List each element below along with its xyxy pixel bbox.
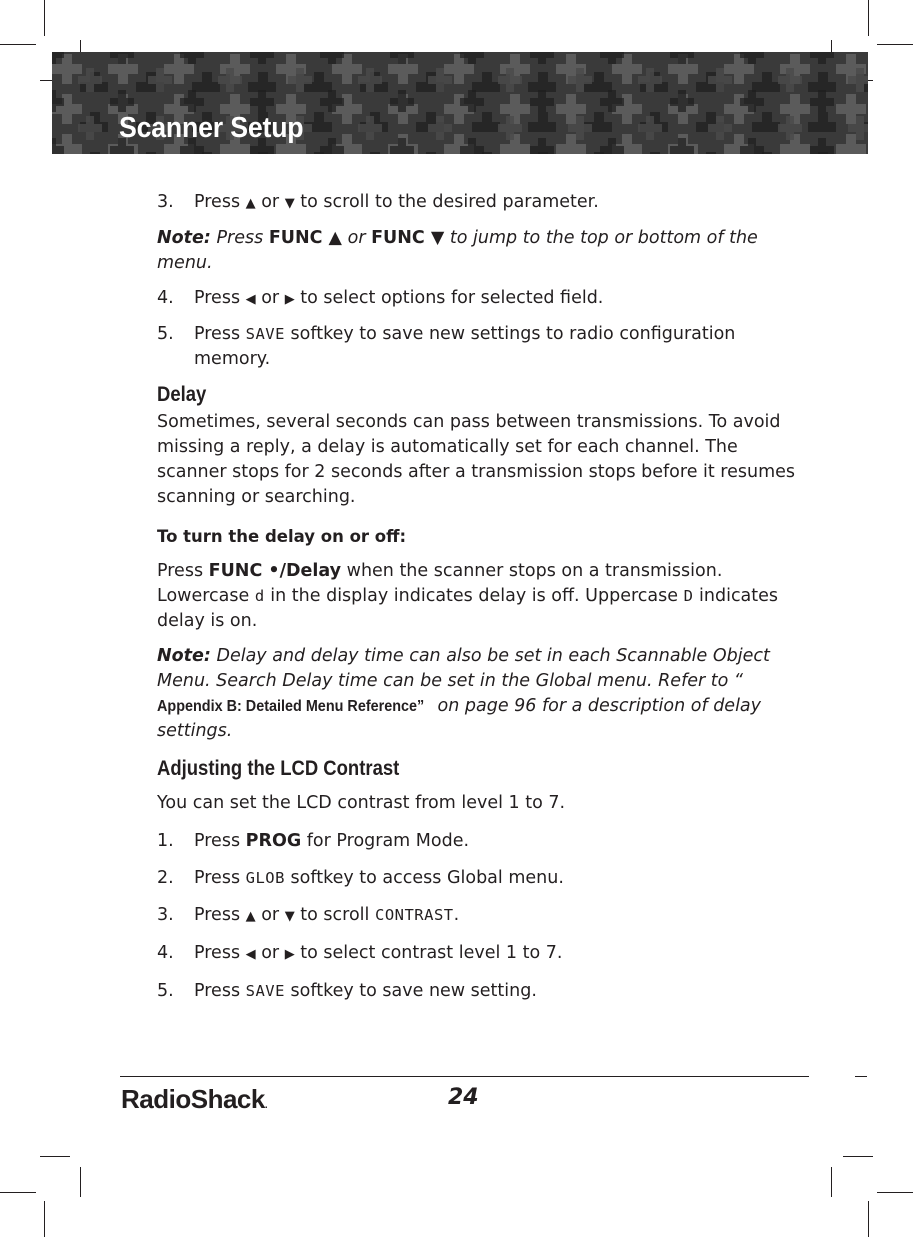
- crop-mark: [855, 1076, 867, 1077]
- crop-mark: [868, 0, 869, 36]
- lcd-menu-label: CONTRAST: [374, 906, 454, 924]
- crop-mark: [0, 44, 36, 45]
- crop-mark: [44, 0, 45, 36]
- up-arrow-icon: ▲: [245, 196, 256, 211]
- list-item: 5. Press SAVE softkey to save new setting.: [157, 979, 797, 1004]
- left-arrow-icon: ◀: [245, 292, 256, 307]
- lcd-softkey-label: SAVE: [245, 982, 285, 1000]
- step-number: 3.: [157, 192, 174, 212]
- list-item: 5. Press SAVE softkey to save new settings to radio configuration memory.: [157, 324, 736, 369]
- lcd-char: D: [683, 587, 694, 605]
- paragraph: Sometimes, several seconds can pass between transmissions. To avoid missing a reply, a delay is automatically set for each channel. The scanner stops for 2 seconds after a transmission stops before it resumes scanning or searching.: [157, 412, 796, 507]
- crop-mark: [843, 1156, 873, 1157]
- step-number: 4.: [157, 288, 174, 308]
- list-item: 3. Press ▲ or ▼ to scroll CONTRAST.: [157, 903, 797, 929]
- crop-mark: [0, 1192, 36, 1193]
- note: Note: Press FUNC ▲ or FUNC ▼ to jump to the top or bottom of the menu.: [157, 228, 758, 273]
- crop-mark: [831, 1167, 832, 1197]
- page-number: 24: [448, 1085, 479, 1110]
- section-heading-contrast: Adjusting the LCD Contrast: [157, 757, 400, 780]
- step-number: 5.: [157, 981, 174, 1001]
- step-number: 1.: [157, 831, 174, 851]
- list-item: 4. Press ◀ or ▶ to select contrast level 1 to 7.: [157, 941, 797, 967]
- list-item: 2. Press GLOB softkey to access Global menu.: [157, 866, 797, 891]
- footer-divider: [120, 1076, 809, 1077]
- crop-mark: [44, 1201, 45, 1237]
- page-title: Scanner Setup: [119, 112, 304, 144]
- lcd-softkey-label: SAVE: [245, 325, 285, 343]
- left-arrow-icon: ◀: [245, 947, 256, 962]
- lcd-softkey-label: GLOB: [245, 869, 285, 887]
- up-arrow-icon: ▲: [245, 909, 256, 924]
- page-content: [157, 188, 797, 1004]
- crop-mark: [877, 1192, 913, 1193]
- paragraph: Press FUNC •/Delay when the scanner stops on a transmission. Lowercase d in the display indicates delay is off. Uppercase D indicates delay is on.: [157, 561, 779, 631]
- subheading: To turn the delay on or off:: [157, 527, 407, 546]
- crop-mark: [877, 44, 913, 45]
- right-arrow-icon: ▶: [284, 292, 295, 307]
- step-number: 3.: [157, 905, 174, 925]
- step-number: 4.: [157, 943, 174, 963]
- list-item: 3. Press ▲ or ▼ to scroll to the desired parameter.: [157, 190, 797, 216]
- header-banner: [52, 52, 868, 154]
- list-item: 1. Press PROG for Program Mode.: [157, 829, 797, 854]
- note: Note: Delay and delay time can also be set in each Scannable Object Menu. Search Delay time can be set in the Global menu. Refer to “Appendix B: Detailed Menu Reference” on page 96 for a description of delay settings.: [157, 646, 770, 741]
- step-number: 2.: [157, 868, 174, 888]
- paragraph: You can set the LCD contrast from level 1 to 7.: [157, 793, 566, 813]
- radioshack-logo: RadioShack.: [121, 1084, 268, 1114]
- section-heading-delay: Delay: [157, 383, 207, 406]
- crop-mark: [80, 1167, 81, 1197]
- lcd-char: d: [254, 587, 265, 605]
- step-number: 5.: [157, 324, 174, 344]
- down-arrow-icon: ▼: [284, 909, 295, 924]
- down-arrow-icon: ▼: [284, 196, 295, 211]
- right-arrow-icon: ▶: [284, 947, 295, 962]
- list-item: 4. Press ◀ or ▶ to select options for selected field.: [157, 286, 797, 312]
- crop-mark: [868, 1201, 869, 1237]
- cross-reference-link[interactable]: Appendix B: Detailed Menu Reference”: [157, 698, 425, 715]
- crop-mark: [40, 1156, 70, 1157]
